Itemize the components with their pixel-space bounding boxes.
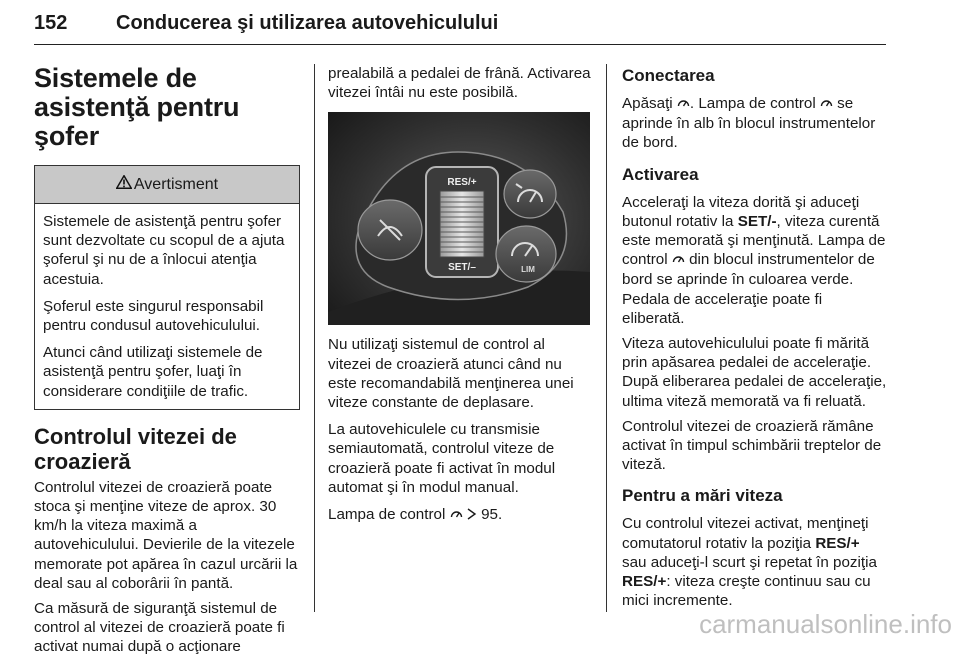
text-run: , viteza curentă este memorată şi menţinută. Lampa de control [622, 212, 886, 269]
paragraph: Controlul vitezei de croazieră rămâne activat în timpul schimbării treptelor de viteză. [622, 417, 882, 474]
text-run: sau aduceţi-l scurt şi repetat în poziţia [622, 553, 877, 571]
paragraph: Nu utilizaţi sistemul de control al vitezei de croazieră atunci când nu este recomandabilă menţinerea unei viteze constante de deplasare. [328, 336, 574, 412]
crossref-arrow-icon [467, 506, 477, 525]
lim-label: LIM [521, 265, 535, 275]
res-control-label: RES/+ [622, 573, 667, 591]
crossref-page-link[interactable]: 95. [481, 506, 503, 524]
warning-header [35, 166, 299, 204]
page-title: Sistemele de asistenţă pentru şofer [34, 63, 240, 151]
section-title: Controlul vitezei de croazieră [34, 423, 237, 474]
warning-paragraph: Atunci când utilizaţi sistemele de asistenţă pentru şofer, luaţi în considerare condiţiile de trafic. [43, 344, 263, 400]
watermark: carmanualsonline.info [699, 609, 952, 639]
cruise-control-icon [672, 251, 685, 270]
paragraph [622, 514, 888, 610]
text-run: se aprinde în alb în blocul instrumentelor de bord. [622, 95, 876, 152]
text-run: din blocul instrumentelor de bord se aprinde în culoarea verde. Pedala de acceleraţie poate fi eliberată. [622, 251, 875, 327]
cruise-control-icon [820, 95, 833, 114]
warning-paragraph: Şoferul este singurul responsabil pentru condusul autovehiculului. [43, 297, 264, 335]
paragraph: La autovehiculele cu transmisie semiautomată, controlul viteze de croazieră poate fi activat în modul automat şi în modul manual. [328, 421, 556, 496]
column-divider [314, 64, 315, 612]
warning-title: Avertisment [133, 176, 219, 193]
subsection-title: Pentru a mări viteza [622, 486, 783, 506]
subsection-title: Activarea [622, 164, 699, 184]
warning-triangle-icon [116, 166, 132, 203]
set-label: SET/– [448, 262, 476, 274]
cruise-control-icon [677, 95, 690, 114]
warning-box [34, 165, 300, 410]
text-run: . Lampa de control [689, 95, 816, 112]
paragraph: Viteza autovehiculului poate fi mărită prin apăsarea pedalei de acceleraţie. După eliberarea pedalei de acceleraţie, ultima viteză memorată va fi reluată. [622, 335, 887, 410]
subsection-title: Conectarea [622, 66, 715, 85]
paragraph [622, 94, 888, 153]
cruise-on-button-shape [504, 170, 556, 218]
column-3 [622, 64, 888, 610]
column-1 [34, 64, 300, 657]
paragraph: Controlul vitezei de croazieră poate stoca şi menţine viteze de aprox. 30 km/h la viteza maximă a autovehiculului. Devierile de la vitezele memorate pot apărea în cazul urcării la deal sau al coborârii în pantă. [34, 478, 298, 592]
cruise-control-icon [450, 506, 463, 525]
page-number: 152 [34, 12, 68, 34]
crossref-text: Lampa de control [328, 506, 446, 524]
paragraph: Ca măsură de siguranţă sistemul de control al vitezei de croazieră poate fi activat numai după o acţionare [34, 600, 285, 656]
set-control-label: SET/- [737, 212, 777, 230]
paragraph-crossref [328, 505, 592, 525]
column-divider [606, 64, 607, 612]
text-run: Apăsaţi [622, 95, 673, 112]
text-run: Cu controlul vitezei activat, menţineţi comutatorul rotativ la poziţia [622, 515, 869, 552]
chapter-title: Conducerea şi utilizarea autovehiculului [116, 12, 499, 34]
warning-body [35, 204, 299, 409]
text-run: Acceleraţi la viteza dorită şi aduceţi butonul rotativ la [622, 193, 860, 230]
res-label: RES/+ [447, 177, 477, 189]
column-2 [328, 64, 592, 525]
paragraph [622, 193, 888, 328]
paragraph-continued: prealabilă a pedalei de frână. Activarea vitezei întâi nu este posibilă. [328, 65, 591, 102]
text-run: : viteza creşte continuu sau cu mici incremente. [622, 573, 871, 610]
warning-paragraph: Sistemele de asistenţă pentru şofer sunt dezvoltate cu scopul de a ajuta şoferul şi nu de a înlocui atenţia acestuia. [43, 213, 285, 288]
res-control-label: RES/+ [815, 534, 860, 552]
page-header [34, 4, 886, 45]
steering-wheel-controls-illustration [328, 112, 590, 325]
